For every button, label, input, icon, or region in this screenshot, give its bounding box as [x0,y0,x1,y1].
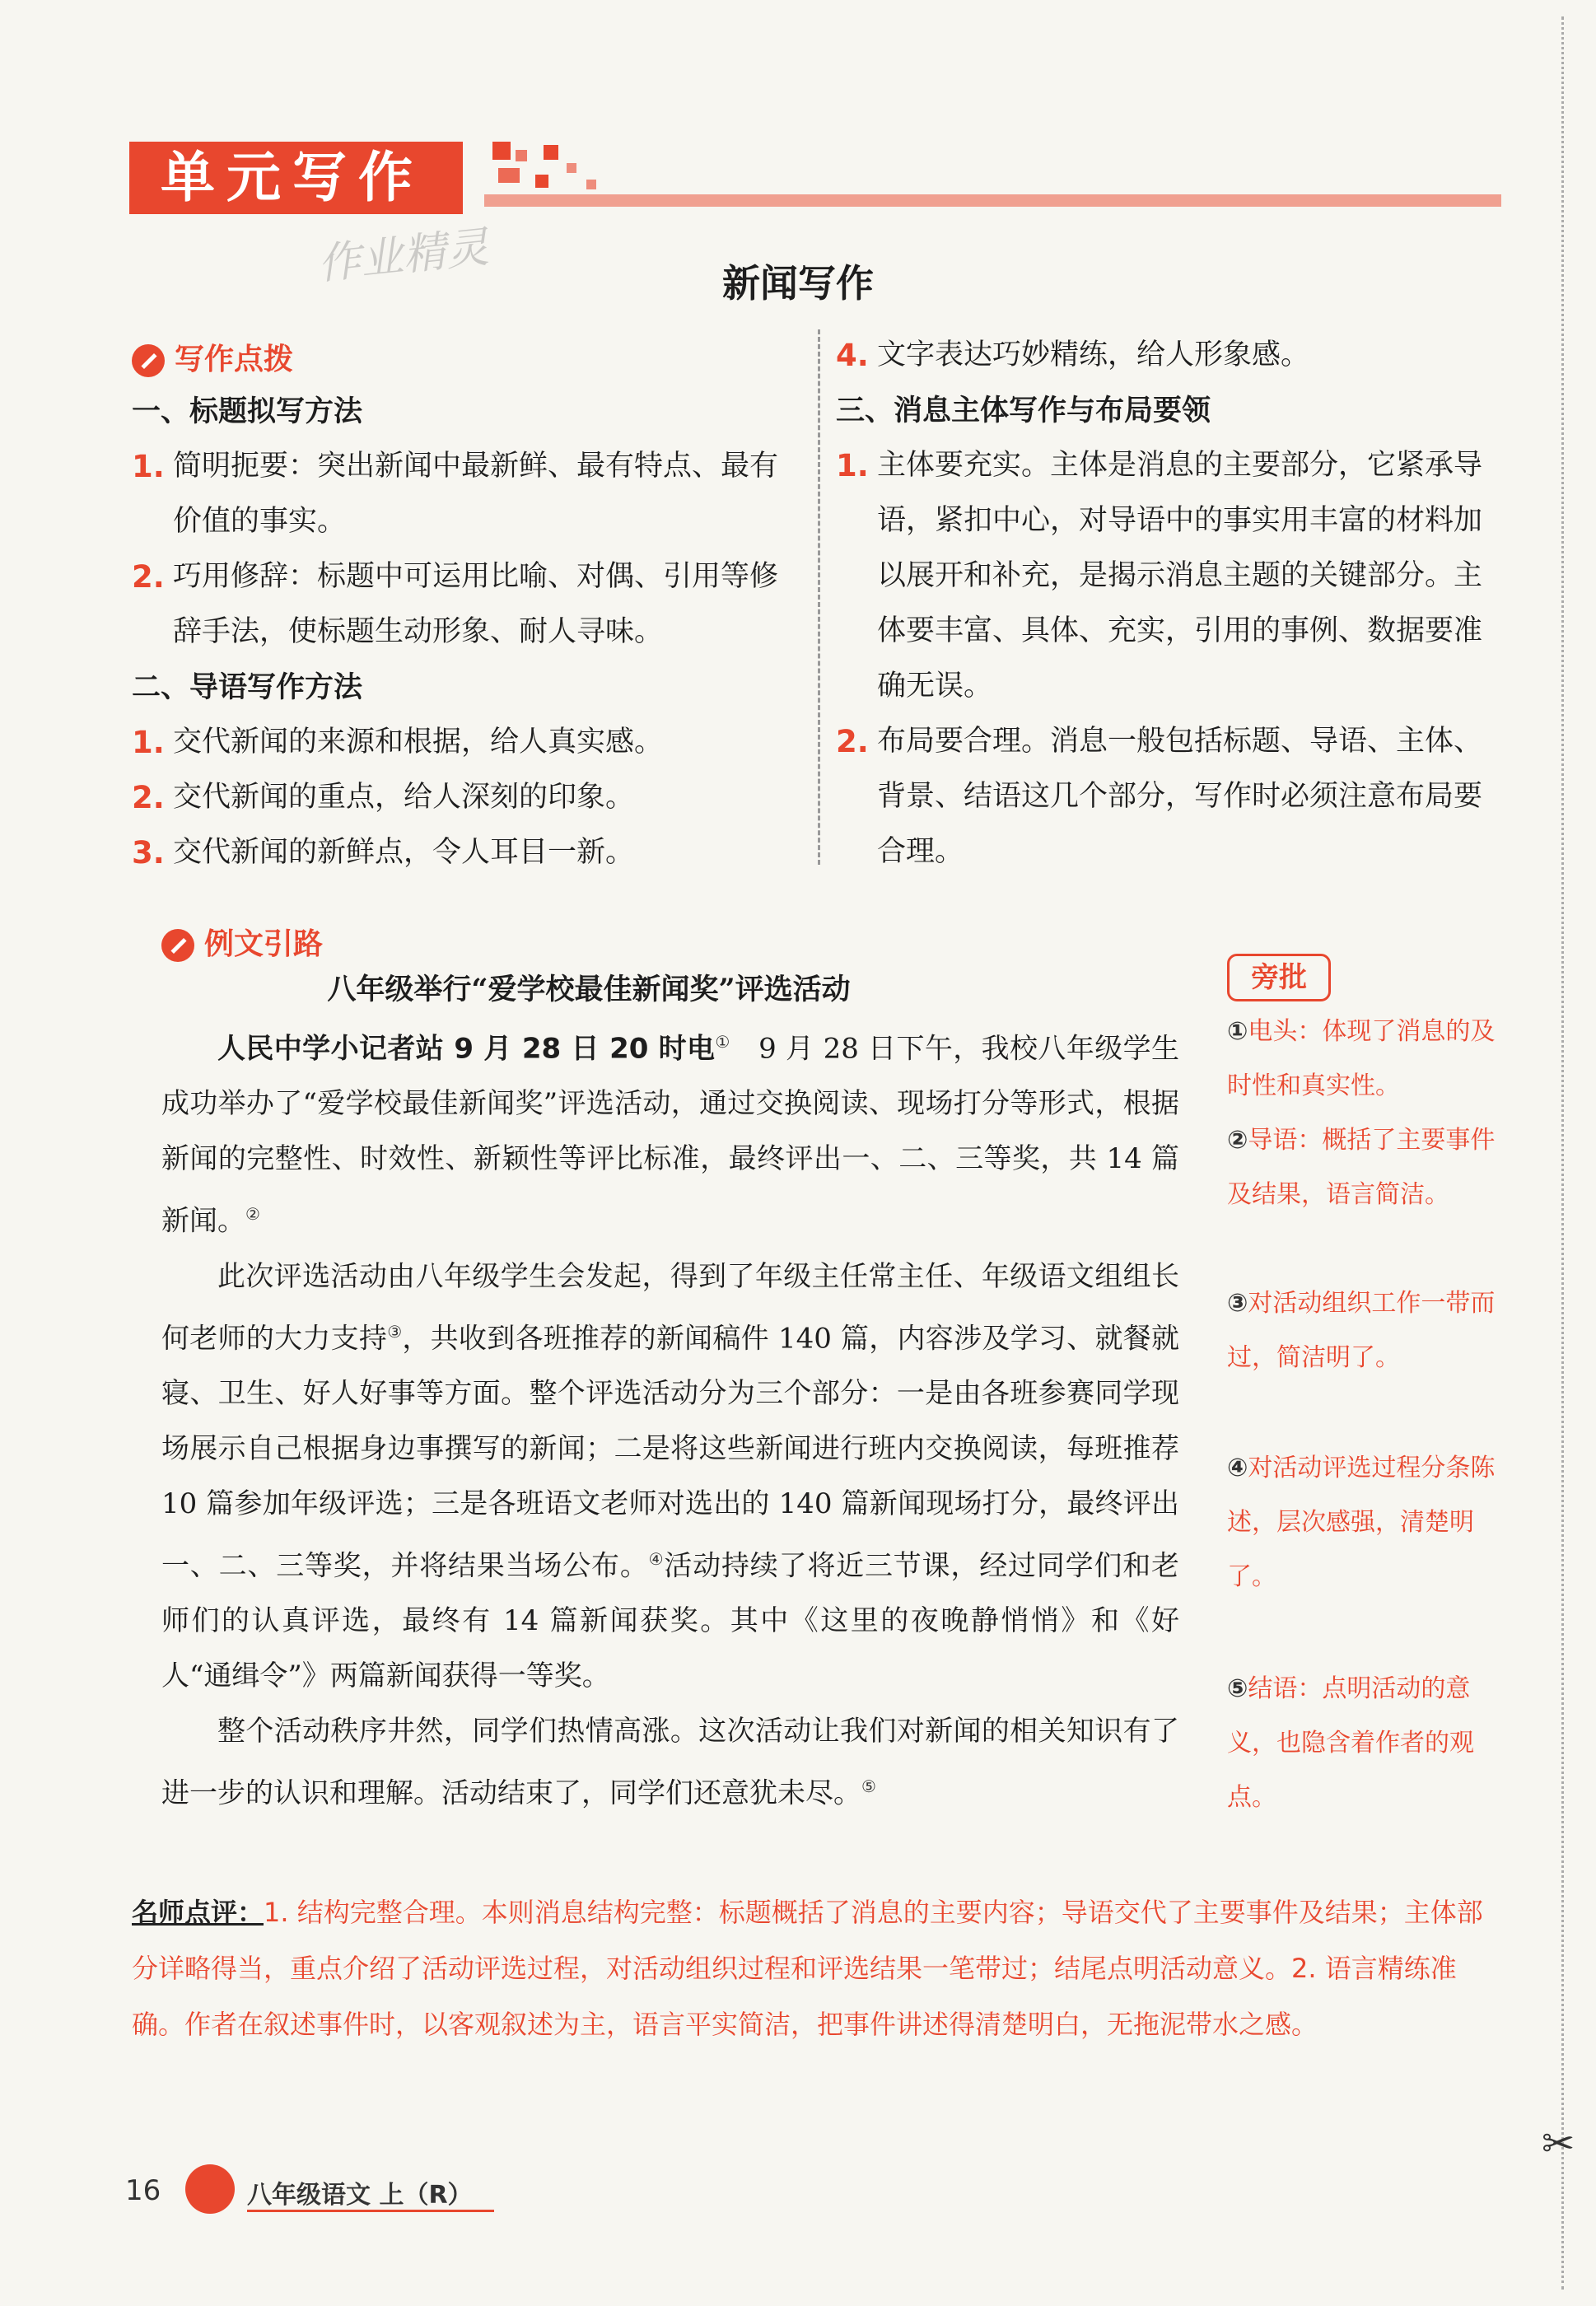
column-divider [818,329,820,865]
list-item: 2. 交代新闻的重点，给人深刻的印象。 [132,780,635,815]
watermark: 作业精灵 [315,222,492,290]
banner-deco [586,180,596,189]
scissors-icon: ✂ [1542,2121,1575,2167]
list-item: 1. 主体要充实。主体是消息的主要部分，它紧承导语，紧扣中心，对导语中的事实用丰富的材料加以展开和补充，是揭示消息主题的关键部分。主体要丰富、具体、充实，引用的事例、数据要准确无误。 [836,448,1483,703]
article-paragraph: 整个活动秩序井然，同学们热情高涨。这次活动让我们对新闻的相关知识有了进一步的认识和理解。活动结束了，同学们还意犹未尽。⑤ [161,1715,1179,1810]
tips-heading: 写作点拨 [132,336,293,378]
teacher-comment [132,1884,1507,2052]
list-item: 1. 交代新闻的来源和根据，给人真实感。 [132,725,664,760]
section-heading: 一、标题拟写方法 [132,394,363,428]
banner-deco [535,175,548,188]
banner-deco [544,145,558,160]
pen-icon [132,344,165,377]
list-item: 4. 文字表达巧妙精练，给人形象感。 [836,338,1310,373]
tips-left-column [132,384,799,880]
unit-banner: 单元写作 [129,142,463,214]
example-heading: 例文引路 [161,921,323,963]
banner-deco [498,168,520,183]
pen-icon [161,929,194,962]
banner-rule [484,194,1501,207]
article-paragraph: 人民中学小记者站 9 月 28 日 20 时电① 9 月 28 日下午，我校八年级学生成功举办了“爱学校最佳新闻奖”评选活动，通过交换阅读、现场打分等形式，根据新闻的完整性、时效性、新颖性等评比标准，最终评出一、二、三等奖，共 14 篇新闻。② [161,1032,1180,1238]
page-number: 16 [125,2174,161,2207]
article-body [161,1015,1179,1822]
article-paragraph: 此次评选活动由八年级学生会发起，得到了年级主任常主任、年级语文组组长何老师的大力支持③，共收到各班推荐的新闻稿件 140 篇，内容涉及学习、就餐就寝、卫生、好人好事等方面。整个评选活动分为三个部分：一是由各班参赛同学现场展示自己根据身边事撰写的新闻；二是将这些新闻进行班内交换阅读，每班推荐 10 篇参加年级评选；三是各班语文老师对选出的 140 篇新闻现场打分，最终评出一、二、三等奖，并将结果当场公布。④活动持续了将近三节课，经过同学们和老师们的认真评选，最终有 14 篇新闻获奖。其中《这里的夜晚静悄悄》和《好人“通缉令”》两篇新闻获得一等奖。 [161,1259,1180,1693]
list-item: 2. 布局要合理。消息一般包括标题、导语、主体、背景、结语这几个部分，写作时必须注意布局要合理。 [836,724,1483,868]
section-heading: 三、消息主体写作与布局要领 [836,394,1211,427]
article-title: 八年级举行“爱学校最佳新闻奖”评选活动 [327,973,851,1006]
tips-right-column [836,328,1507,880]
footer-rule [247,2210,494,2212]
book-title: 八年级语文 上（R） [247,2181,473,2210]
page-title: 新闻写作 [722,261,874,306]
cut-line [1561,16,1564,2290]
side-note: ④对活动评选过程分条陈述，层次感强，清楚明了。 [1227,1454,1496,1591]
side-note: ②导语：概括了主要事件及结果，语言简洁。 [1227,1126,1496,1209]
list-item: 3. 交代新闻的新鲜点，令人耳目一新。 [132,835,635,871]
side-note: ③对活动组织工作一带而过，简洁明了。 [1227,1289,1496,1372]
banner-deco [492,142,511,160]
list-item: 1. 简明扼要：突出新闻中最新鲜、最有特点、最有价值的事实。 [132,449,779,538]
comment-label: 名师点评： [132,1897,264,1928]
banner-deco [567,163,576,173]
side-note: ①电头：体现了消息的及时性和真实性。 [1227,1017,1496,1100]
publisher-logo [185,2164,235,2214]
side-notes-tag: 旁批 [1227,954,1331,1001]
list-item: 2. 巧用修辞：标题中可运用比喻、对偶、引用等修辞手法，使标题生动形象、耐人寻味。 [132,559,779,648]
section-heading: 二、导语写作方法 [132,670,363,704]
comment-text: 1. 结构完整合理。本则消息结构完整：标题概括了消息的主要内容；导语交代了主要事件及结果；主体部分详略得当，重点介绍了活动评选过程，对活动组织过程和评选结果一笔带过；结尾点明活动意义。2. 语言精练准确。作者在叙述事件时，以客观叙述为主，语言平实简洁，把事件讲述得清楚明白，无拖泥带水之感。 [132,1897,1483,2040]
side-note: ⑤结语：点明活动的意义，也隐含着作者的观点。 [1227,1674,1474,1812]
banner-deco [516,150,527,161]
